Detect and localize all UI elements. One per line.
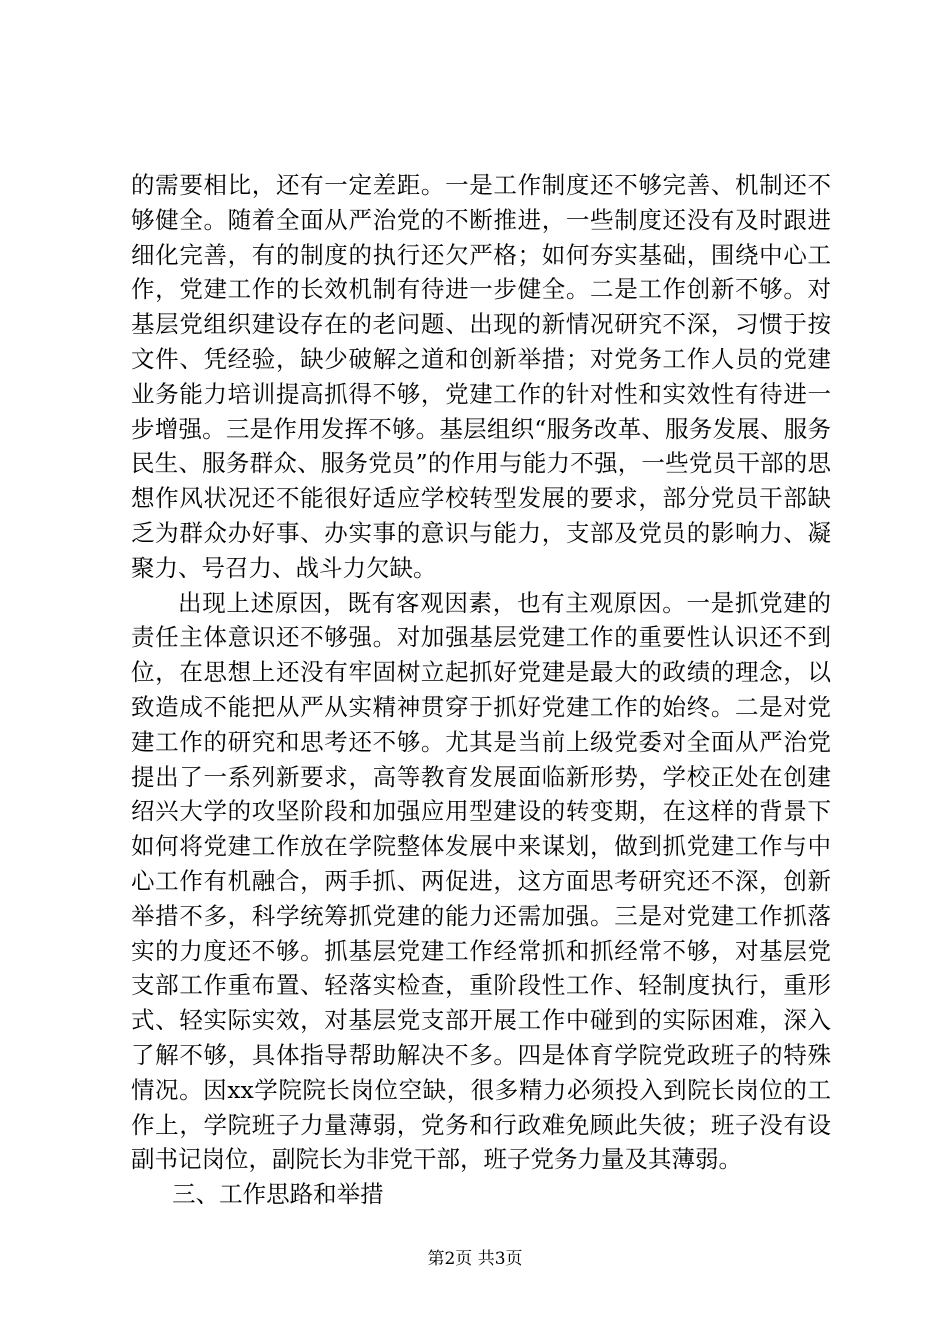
page-footer: 第2页 共3页	[427, 1249, 523, 1269]
paragraph-causes: 出现上述原因，既有客观因素，也有主观原因。一是抓党建的责任主体意识还不够强。对加强基层党建工作的重要性认识还不到位，在思想上还没有牢固树立起抓好党建是最大的政绩的理念，以致造成不能把从严从实精神贯穿于抓好党建工作的始终。二是对党建工作的研究和思考还不够。尤其是当前上级党委对全面从严治党提出了一系列新要求，高等教育发展面临新形势，学校正处在创建绍兴大学的攻坚阶段和加强应用型建设的转变期，在这样的背景下如何将党建工作放在学院整体发展中来谋划，做到抓党建工作与中心工作有机融合，两手抓、两促进，这方面思考研究还不深，创新举措不多，科学统筹抓党建的能力还需加强。三是对党建工作抓落实的力度还不够。抓基层党建工作经常抓和抓经常不够，对基层党支部工作重布置、轻落实检查，重阶段性工作、轻制度执行，重形式、轻实际实效，对基层党支部开展工作中碰到的实际困难，深入了解不够，具体指导帮助解决不多。四是体育学院党政班子的特殊情况。因xx学院院长岗位空缺，很多精力必须投入到院长岗位的工作上，学院班子力量薄弱，党务和行政难免顾此失彼；班子没有设副书记岗位，副院长为非党干部，班子党务力量及其薄弱。	[131, 588, 831, 1174]
section-heading: 三、工作思路和举措	[172, 1180, 384, 1209]
document-body	[131, 168, 831, 1212]
paragraph-continued: 的需要相比，还有一定差距。一是工作制度还不够完善、机制还不够健全。随着全面从严治党的不断推进，一些制度还没有及时跟进细化完善，有的制度的执行还欠严格；如何夯实基础，围绕中心工作，党建工作的长效机制有待进一步健全。二是工作创新不够。对基层党组织建设存在的老问题、出现的新情况研究不深，习惯于按文件、凭经验，缺少破解之道和创新举措；对党务工作人员的党建业务能力培训提高抓得不够，党建工作的针对性和实效性有待进一步增强。三是作用发挥不够。基层组织“服务改革、服务发展、服务民生、服务群众、服务党员”的作用与能力不强，一些党员干部的思想作风状况还不能很好适应学校转型发展的要求，部分党员干部缺乏为群众办好事、办实事的意识与能力，支部及党员的影响力、凝聚力、号召力、战斗力欠缺。	[131, 171, 831, 582]
